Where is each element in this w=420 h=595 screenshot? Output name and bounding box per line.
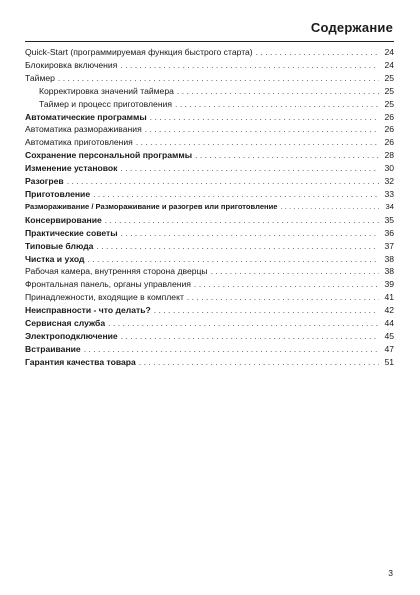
toc-entry-label: Рабочая камера, внутренняя сторона дверцы (25, 266, 208, 277)
toc-entry[interactable] (25, 136, 394, 149)
toc-entry-label: Консервирование (25, 214, 102, 225)
toc-section[interactable] (25, 188, 394, 201)
toc-entry-label: Типовые блюда (25, 240, 94, 251)
toc-leader (120, 162, 379, 175)
toc-entry-label: Таймер и процесс приготовления (39, 98, 173, 109)
toc-leader (195, 149, 379, 162)
toc-entry-page: 47 (384, 343, 394, 354)
toc-entry-page: 44 (384, 318, 394, 329)
toc-subentry[interactable] (25, 98, 394, 111)
toc-section[interactable] (25, 175, 394, 188)
toc-leader (177, 85, 379, 98)
toc-leader (150, 111, 379, 124)
toc-leader (120, 59, 379, 72)
toc-leader (175, 98, 379, 111)
toc-section[interactable] (25, 111, 394, 124)
toc-entry-page: 37 (384, 240, 394, 251)
toc-entry-label: Принадлежности, входящие в комплект (25, 292, 184, 303)
toc-entry-label: Quick-Start (программируемая функция быстрого старта) (25, 47, 253, 57)
toc-entry[interactable] (25, 291, 394, 304)
toc-leader (105, 214, 379, 227)
toc-entry-label: Приготовление (25, 188, 91, 199)
toc-section[interactable] (25, 162, 394, 175)
toc-entry-page: 38 (384, 266, 394, 277)
toc-section[interactable] (25, 253, 394, 266)
toc-entry-label: Автоматика приготовления (25, 137, 133, 148)
toc-entry-page: 38 (384, 253, 394, 264)
toc-section[interactable] (25, 356, 394, 369)
toc-entry-label: Разогрев (25, 176, 64, 187)
toc-entry-label: Сервисная служба (25, 318, 106, 329)
toc-entry-page: 26 (384, 111, 394, 122)
toc-leader (93, 188, 379, 201)
toc-subentry[interactable] (25, 85, 394, 98)
toc-entry[interactable] (25, 46, 394, 59)
table-of-contents (25, 46, 394, 369)
toc-leader (256, 46, 379, 59)
toc-leader (194, 278, 379, 291)
toc-section[interactable] (25, 240, 394, 253)
toc-leader (281, 201, 379, 214)
toc-entry-label: Неисправности - что делать? (25, 305, 151, 316)
toc-entry-page: 33 (384, 188, 394, 199)
toc-leader (211, 265, 379, 278)
toc-section[interactable] (25, 304, 394, 317)
toc-entry-page: 26 (384, 137, 394, 148)
toc-entry-label: Гарантия качества товара (25, 356, 136, 367)
toc-entry-page: 51 (384, 356, 394, 367)
title-rule (25, 41, 394, 42)
toc-entry-page: 45 (384, 330, 394, 341)
toc-leader (136, 136, 379, 149)
toc-leader (58, 72, 379, 85)
toc-entry[interactable] (25, 123, 394, 136)
toc-entry-page: 25 (384, 85, 394, 96)
toc-leader (121, 330, 379, 343)
toc-entry-label: Таймер (25, 72, 55, 83)
toc-entry-page: 24 (384, 59, 394, 70)
toc-entry[interactable] (25, 265, 394, 278)
toc-leader (96, 240, 379, 253)
toc-leader (154, 304, 379, 317)
toc-section[interactable] (25, 330, 394, 343)
toc-entry-page: 30 (384, 163, 394, 174)
toc-entry-label: Сохранение персональной программы (25, 150, 193, 161)
page-number: 3 (388, 568, 393, 578)
toc-entry-page: 25 (384, 98, 394, 109)
toc-entry-page: 32 (384, 176, 394, 187)
toc-entry-label: Автоматические программы (25, 111, 147, 122)
toc-leader (145, 123, 379, 136)
toc-entry-page: 28 (384, 150, 394, 161)
toc-entry[interactable] (25, 278, 394, 291)
toc-section[interactable] (25, 343, 394, 356)
toc-section[interactable] (25, 227, 394, 240)
toc-entry-label: Чистка и уход (25, 253, 85, 264)
toc-leader (139, 356, 379, 369)
toc-entry-label: Встраивание (25, 343, 81, 354)
toc-entry-label: Электроподключение (25, 330, 118, 341)
toc-entry-page: 34 (385, 201, 394, 211)
toc-entry-page: 42 (384, 305, 394, 316)
toc-leader (88, 253, 380, 266)
toc-entry[interactable] (25, 72, 394, 85)
toc-entry-label: Корректировка значений таймера (39, 85, 174, 96)
page-title: Содержание (310, 20, 393, 35)
toc-section[interactable] (25, 149, 394, 162)
toc-leader (121, 227, 379, 240)
toc-section[interactable] (25, 317, 394, 330)
toc-leader (108, 317, 379, 330)
toc-section[interactable] (25, 201, 394, 214)
toc-leader (187, 291, 379, 304)
toc-entry-label: Практические советы (25, 227, 118, 238)
toc-entry-label: Фронтальная панель, органы управления (25, 279, 191, 290)
toc-entry-page: 35 (384, 214, 394, 225)
toc-entry-page: 26 (384, 124, 394, 135)
toc-entry-page: 41 (384, 292, 394, 303)
toc-entry-label: Автоматика размораживания (25, 124, 142, 135)
toc-leader (67, 175, 379, 188)
toc-section[interactable] (25, 214, 394, 227)
toc-entry-page: 39 (384, 279, 394, 290)
toc-entry-label: Размораживание / Размораживание и разогрев или приготовление (25, 201, 278, 211)
toc-entry-page: 24 (384, 47, 394, 57)
toc-entry-page: 25 (384, 72, 394, 83)
toc-entry-page: 36 (384, 227, 394, 238)
toc-entry[interactable] (25, 59, 394, 72)
toc-entry-label: Изменение установок (25, 163, 118, 174)
toc-leader (84, 343, 379, 356)
toc-entry-label: Блокировка включения (25, 59, 118, 70)
